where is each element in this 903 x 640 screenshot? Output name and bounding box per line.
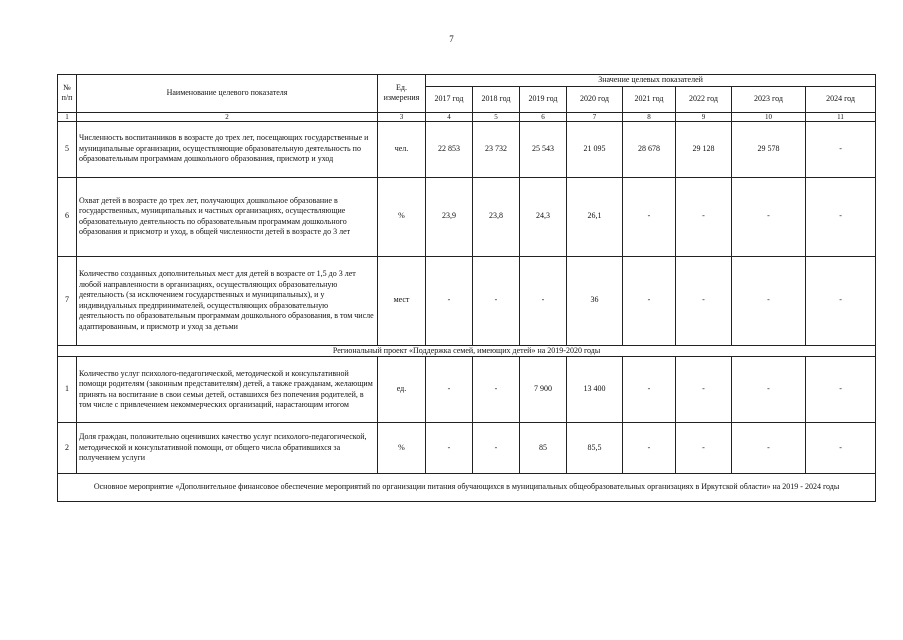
indicator-value: - bbox=[732, 256, 806, 345]
column-number: 5 bbox=[473, 112, 520, 121]
header-year: 2018 год bbox=[473, 86, 520, 112]
column-number: 7 bbox=[567, 112, 623, 121]
indicator-value: 85 bbox=[520, 423, 567, 474]
indicator-unit: ед. bbox=[378, 357, 426, 423]
indicator-value: - bbox=[676, 423, 732, 474]
table-row bbox=[58, 121, 876, 177]
indicator-value: - bbox=[623, 256, 676, 345]
header-number: № п/п bbox=[58, 75, 77, 113]
indicator-value: - bbox=[732, 177, 806, 256]
column-number: 8 bbox=[623, 112, 676, 121]
header-year: 2022 год bbox=[676, 86, 732, 112]
indicator-value: - bbox=[473, 423, 520, 474]
indicator-value: - bbox=[806, 177, 876, 256]
indicator-value: - bbox=[732, 423, 806, 474]
indicator-value: - bbox=[806, 121, 876, 177]
indicator-name: Количество созданных дополнительных мест для детей в возрасте от 1,5 до 3 лет любой направленности в организациях, осуществляющих образовательную деятельность (за исключением государственных и муниципальных), и у индивидуальных предпринимателей, осуществляющих образовательную деятельность по образовательным программам дошкольного образования, в том числе адаптированным, и присмотр и уход за детьми bbox=[77, 256, 378, 345]
indicator-name: Охват детей в возрасте до трех лет, получающих дошкольное образование в государственных, муниципальных и частных организациях, осуществляющие образовательную деятельность по образовательным программам дошкольного образования и присмотр и уход, в общей численности детей в возрасте до 3 лет bbox=[77, 177, 378, 256]
row-number: 2 bbox=[58, 423, 77, 474]
indicator-value: - bbox=[676, 177, 732, 256]
indicator-value: 21 095 bbox=[567, 121, 623, 177]
indicator-name: Доля граждан, положительно оценивших качество услуг психолого-педагогической, методической и консультативной помощи, от общего числа обратившихся за получением услуги bbox=[77, 423, 378, 474]
indicator-value: 22 853 bbox=[426, 121, 473, 177]
indicator-value: - bbox=[473, 256, 520, 345]
indicator-value: 23,9 bbox=[426, 177, 473, 256]
table-row bbox=[58, 177, 876, 256]
indicator-value: 25 543 bbox=[520, 121, 567, 177]
indicator-name: Численность воспитанников в возрасте до трех лет, посещающих государственные и муниципальные организации, осуществляющие образовательную деятельность по образовательным программам дошкольного образования, присмотр и уход bbox=[77, 121, 378, 177]
column-number: 2 bbox=[77, 112, 378, 121]
indicator-value: - bbox=[806, 357, 876, 423]
header-unit: Ед. измерения bbox=[378, 75, 426, 113]
indicator-unit: чел. bbox=[378, 121, 426, 177]
header-values: Значение целевых показателей bbox=[426, 75, 876, 87]
row-number: 1 bbox=[58, 357, 77, 423]
row-number: 7 bbox=[58, 256, 77, 345]
indicator-value: - bbox=[426, 423, 473, 474]
header-year: 2017 год bbox=[426, 86, 473, 112]
header-year: 2023 год bbox=[732, 86, 806, 112]
indicator-name: Количество услуг психолого-педагогической, методической и консультативной помощи родителям (законным представителям) детей, а также гражданам, желающим принять на воспитание в свои семьи детей, оставшихся без попечения родителей, в том числе с привлечением некоммерческих организаций, нарастающим итогом bbox=[77, 357, 378, 423]
indicator-value: - bbox=[623, 177, 676, 256]
indicator-value: 85,5 bbox=[567, 423, 623, 474]
indicator-value: 36 bbox=[567, 256, 623, 345]
indicator-unit: % bbox=[378, 423, 426, 474]
indicator-value: - bbox=[623, 357, 676, 423]
indicator-value: - bbox=[806, 423, 876, 474]
indicator-value: - bbox=[676, 256, 732, 345]
indicator-value: - bbox=[520, 256, 567, 345]
column-number: 10 bbox=[732, 112, 806, 121]
indicator-value: - bbox=[426, 357, 473, 423]
indicator-value: - bbox=[473, 357, 520, 423]
indicator-value: - bbox=[732, 357, 806, 423]
row-number: 6 bbox=[58, 177, 77, 256]
column-number: 6 bbox=[520, 112, 567, 121]
header-year: 2019 год bbox=[520, 86, 567, 112]
indicator-value: - bbox=[623, 423, 676, 474]
column-number: 9 bbox=[676, 112, 732, 121]
section-regional-project: Региональный проект «Поддержка семей, имеющих детей» на 2019-2020 годы bbox=[58, 345, 876, 357]
indicator-unit: % bbox=[378, 177, 426, 256]
indicator-value: 29 578 bbox=[732, 121, 806, 177]
indicator-value: - bbox=[806, 256, 876, 345]
column-number: 11 bbox=[806, 112, 876, 121]
indicator-value: - bbox=[676, 357, 732, 423]
indicator-value: 23,8 bbox=[473, 177, 520, 256]
header-year: 2020 год bbox=[567, 86, 623, 112]
table-row bbox=[58, 256, 876, 345]
column-number: 1 bbox=[58, 112, 77, 121]
indicator-value: 26,1 bbox=[567, 177, 623, 256]
indicator-value: - bbox=[426, 256, 473, 345]
header-indicator-name: Наименование целевого показателя bbox=[77, 75, 378, 113]
indicator-value: 23 732 bbox=[473, 121, 520, 177]
indicator-unit: мест bbox=[378, 256, 426, 345]
column-number: 4 bbox=[426, 112, 473, 121]
target-indicators-table bbox=[57, 74, 876, 502]
indicator-value: 24,3 bbox=[520, 177, 567, 256]
column-number: 3 bbox=[378, 112, 426, 121]
page-number: 7 bbox=[449, 34, 454, 44]
indicator-value: 7 900 bbox=[520, 357, 567, 423]
table-row bbox=[58, 423, 876, 474]
table-row bbox=[58, 357, 876, 423]
indicator-value: 13 400 bbox=[567, 357, 623, 423]
header-year: 2021 год bbox=[623, 86, 676, 112]
indicator-value: 29 128 bbox=[676, 121, 732, 177]
section-main-measure: Основное мероприятие «Дополнительное финансовое обеспечение мероприятий по организации питания обучающихся в муниципальных общеобразовательных организациях в Иркутской области» на 2019 - 2024 годы bbox=[58, 474, 876, 502]
row-number: 5 bbox=[58, 121, 77, 177]
header-year: 2024 год bbox=[806, 86, 876, 112]
indicator-value: 28 678 bbox=[623, 121, 676, 177]
